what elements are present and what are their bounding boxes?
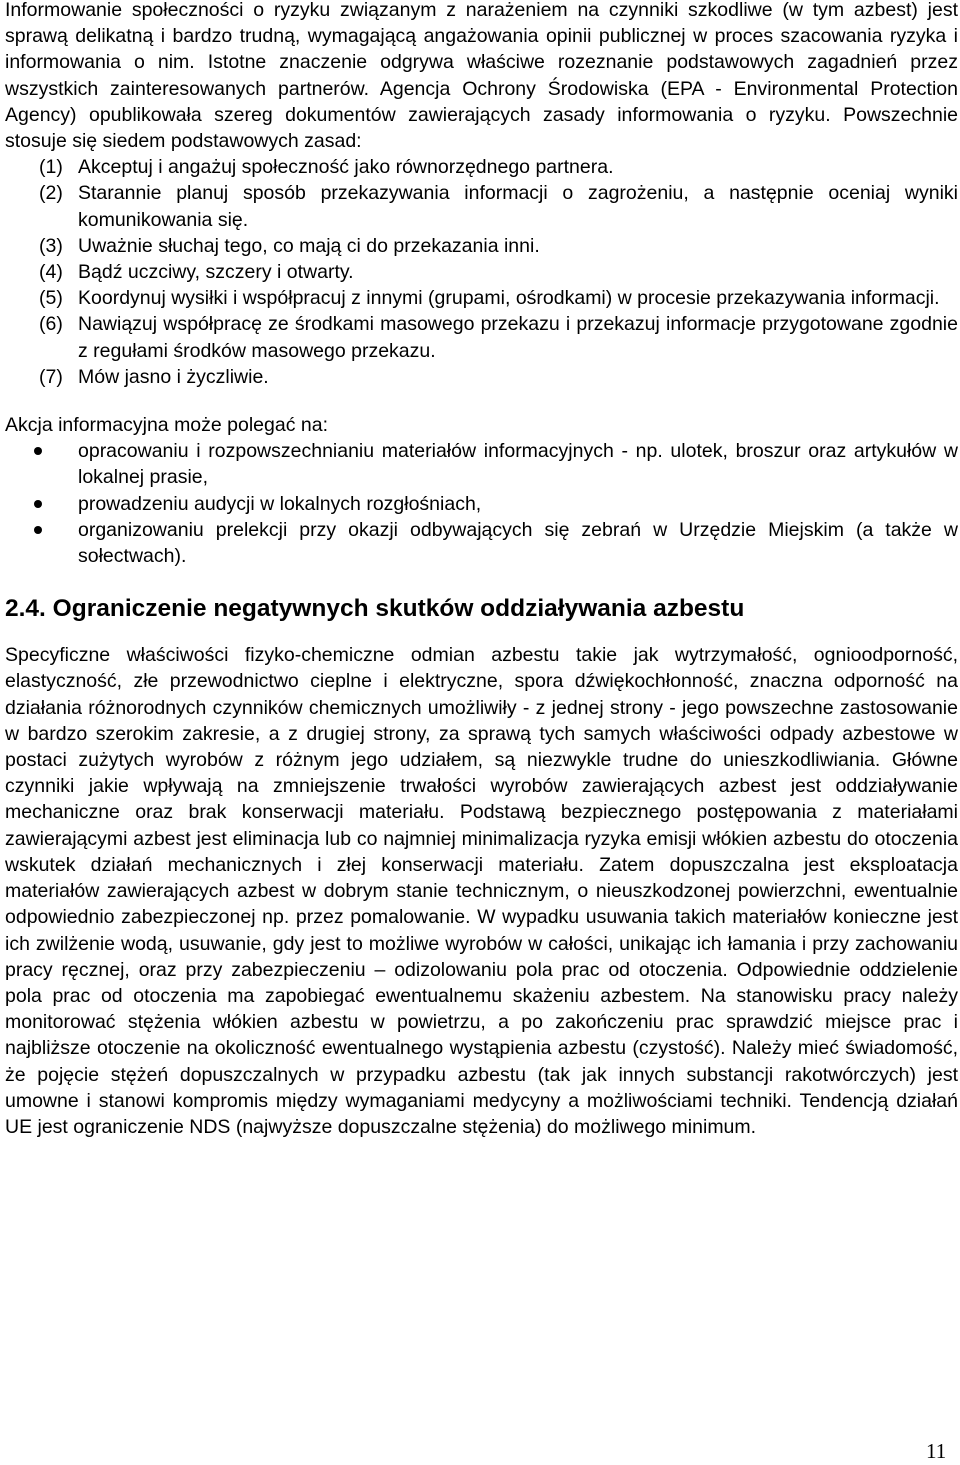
action-text: organizowaniu prelekcji przy okazji odbywających się zebrań w Urzędzie Miejskim (a także w sołectwach). xyxy=(78,518,958,568)
principle-number: (3) xyxy=(39,234,63,257)
intro-paragraph: Informowanie społeczności o ryzyku związanym z narażeniem na czynniki szkodliwe (w tym azbest) jest sprawą delikatną i bardzo trudną, wymagającą angażowania opinii publicznej w proces szacowania ryzyka i informowania o nim. Istotne znaczenie odgrywa właściwe rozeznanie podstawowych zagadnień przez wszystkich zainteresowanych partnerów. Agencja Ochrony Środowiska (EPA - Environmental Protection Agency) opublikowała szereg dokumentów zawierających zasady informowania o ryzyku. Powszechnie stosuje się siedem podstawowych zasad: xyxy=(5,0,958,153)
principle-item xyxy=(5,233,958,259)
principle-item xyxy=(5,364,958,390)
document-page xyxy=(5,0,958,1140)
principle-number: (1) xyxy=(39,156,63,179)
section-body: Specyficzne właściwości fizyko-chemiczne odmian azbestu takie jak wytrzymałość, ognioodporność, elastyczność, złe przewodnictwo cieplne i elektryczne, spora dźwiękochłonność, znaczna odporność na działania różnorodnych czynników chemicznych umożliwiły - z jednej strony - jego powszechne zastosowanie w bardzo szerokim zakresie, a z drugiej strony, za sprawą tych samych właściwości odpady azbestowe w postaci zużytych wyrobów z różnym jego udziałem, są niezwykle trudne do unieszkodliwiania. Główne czynniki jakie wpływają na zmniejszenie trwałości wyrobów zawierających azbest jest oddziaływanie mechaniczne oraz brak konserwacji materiału. Podstawą bezpiecznego postępowania z materiałami zawierającymi azbest jest eliminacja lub co najmniej minimalizacja ryzyka emisji włókien azbestu do otoczenia wskutek działań mechanicznych i złej konserwacji materiału. Zatem dopuszczalna jest eksploatacja materiałów zawierających azbest w dobrym stanie technicznym, o nieuszkodzonej powierzchni, ewentualnie odpowiednio zabezpieczonej np. przez pomalowanie. W wypadku usuwania takich materiałów konieczne jest ich zwilżenie wodą, usuwanie, gdy jest to możliwe wyrobów w całości, unikając ich łamania i przy zachowaniu pracy ręcznej, oraz przy zabezpieczeniu – odizolowaniu pola prac od otoczenia. Odpowiednie oddzielenie pola prac od otoczenia ma zapobiegać ewentualnemu skażeniu azbestem. Na stanowisku pracy należy monitorować stężenia włókien azbestu w powietrzu, a po zakończeniu prac sprawdzić miejsce prac i najbliższe otoczenie na okoliczność ewentualnego wystąpienia azbestu (czystość). Należy mieć świadomość, że pojęcie stężeń dopuszczalnych w przypadku azbestu (tak jak innych substancji rakotwórczych) jest umowne i stanowi kompromis między wymaganiami medycyny a możliwościami techniki. Tendencją działań UE jest ograniczenie NDS (najwyższe dopuszczalne stężenia) do możliwego minimum. xyxy=(5,644,958,1138)
page-number: 11 xyxy=(926,1439,947,1463)
principle-number: (5) xyxy=(39,287,63,310)
principle-item xyxy=(5,285,958,311)
principle-text: Mów jasno i życzliwie. xyxy=(78,365,269,388)
principle-text: Akceptuj i angażuj społeczność jako równorzędnego partnera. xyxy=(78,156,614,179)
principle-text: Koordynuj wysiłki i współpracuj z innymi (grupami, ośrodkami) w procesie przekazywania informacji. xyxy=(78,287,940,310)
principle-number: (7) xyxy=(39,365,63,388)
action-intro: Akcja informacyjna może polegać na: xyxy=(5,414,328,437)
principle-number: (4) xyxy=(39,261,63,284)
action-item xyxy=(5,438,958,490)
principle-text: Uważnie słuchaj tego, co mają ci do przekazania inni. xyxy=(78,234,540,257)
action-item xyxy=(5,491,958,517)
principle-item xyxy=(5,154,958,180)
action-text: opracowaniu i rozpowszechnianiu materiałów informacyjnych - np. ulotek, broszur oraz artykułów w lokalnej prasie, xyxy=(78,440,958,489)
spacer xyxy=(5,390,958,412)
principles-list xyxy=(5,154,958,390)
principle-text: Bądź uczciwy, szczery i otwarty. xyxy=(78,261,354,284)
principle-text: Starannie planuj sposób przekazywania informacji o zagrożeniu, a następnie oceniaj wyniki komunikowania się. xyxy=(78,182,958,231)
principle-number: (2) xyxy=(39,182,63,205)
actions-list xyxy=(5,438,958,569)
bullet-icon xyxy=(34,500,42,508)
section-heading: 2.4. Ograniczenie negatywnych skutków oddziaływania azbestu xyxy=(5,595,745,623)
principle-item xyxy=(5,311,958,363)
action-item xyxy=(5,517,958,569)
bullet-icon xyxy=(34,447,42,455)
principle-text: Nawiązuj współpracę ze środkami masowego przekazu i przekazuj informacje przygotowane zgodnie z regułami środków masowego przekazu. xyxy=(78,313,958,362)
principle-item xyxy=(5,180,958,232)
bullet-icon xyxy=(34,526,42,534)
principle-number: (6) xyxy=(39,313,63,336)
action-text: prowadzeniu audycji w lokalnych rozgłośniach, xyxy=(78,492,482,515)
principle-item xyxy=(5,259,958,285)
